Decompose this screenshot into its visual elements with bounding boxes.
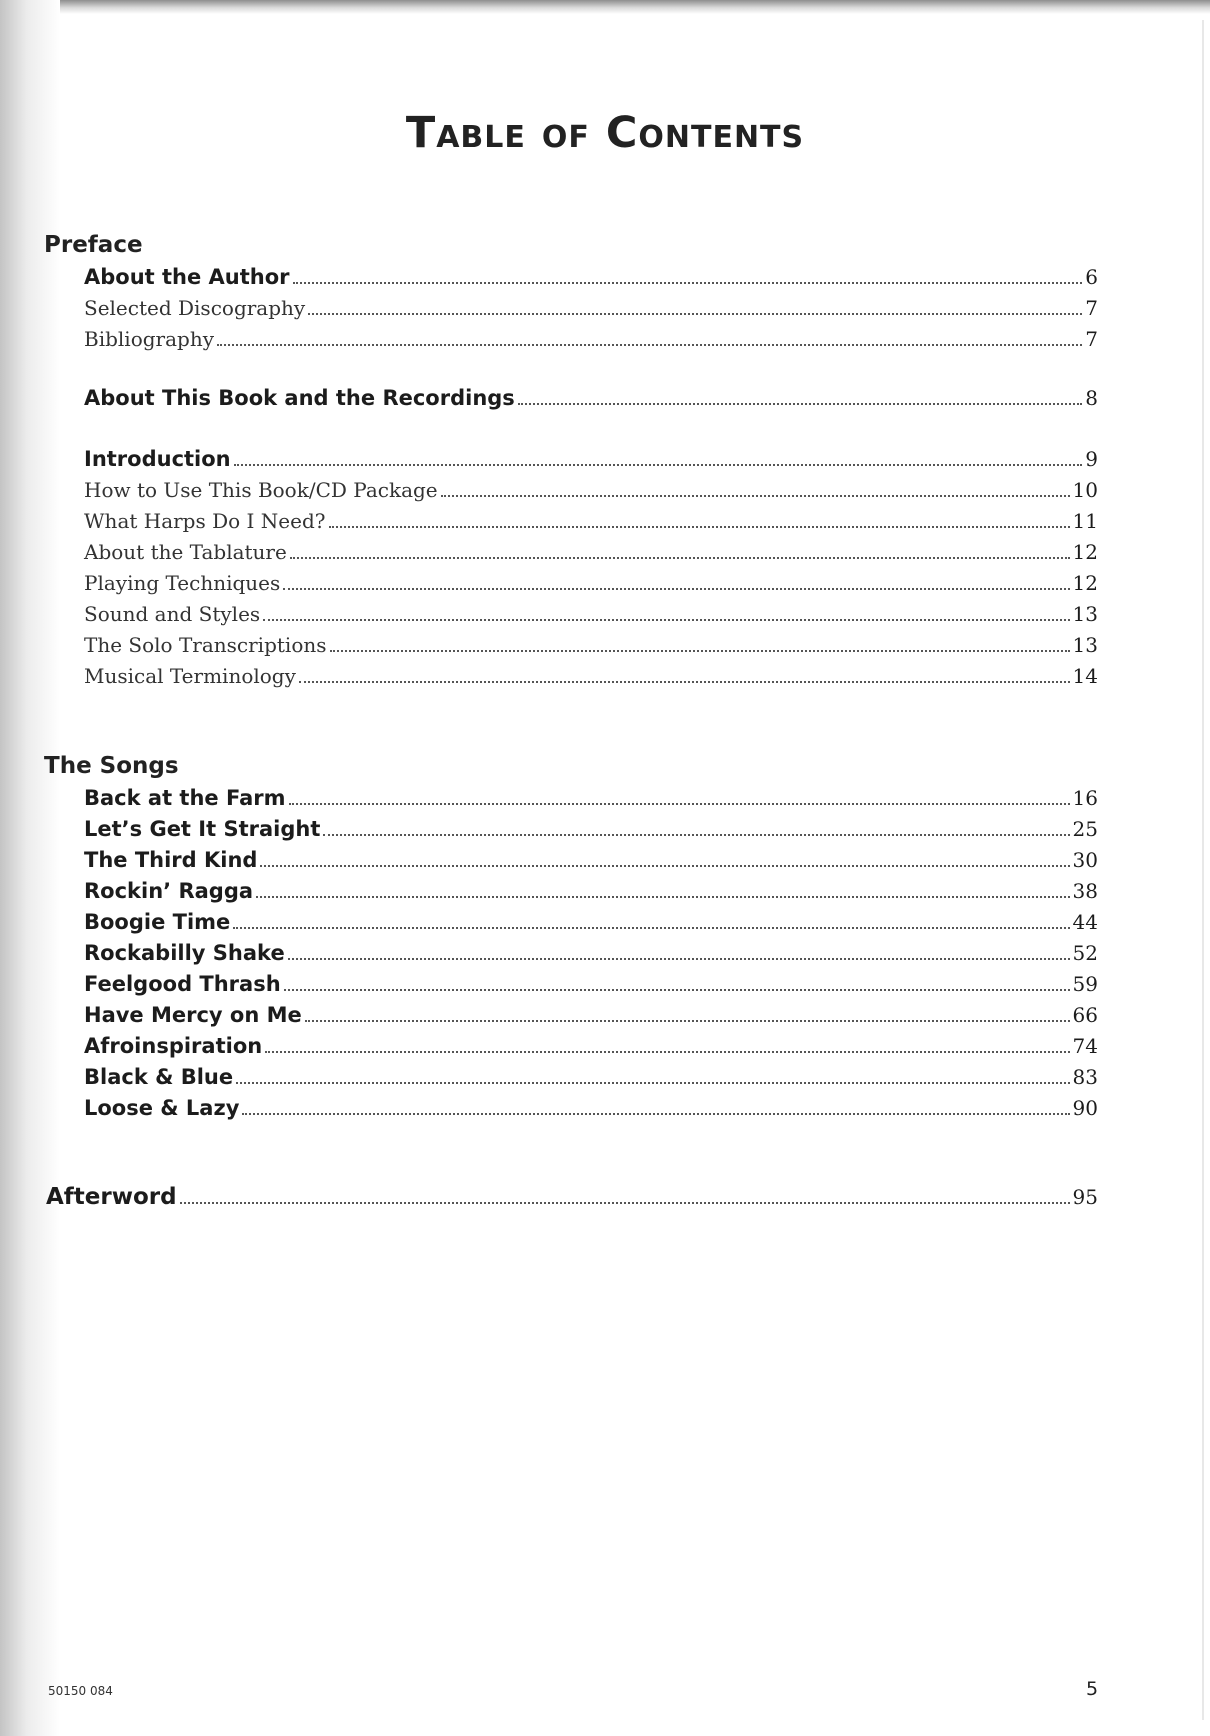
- toc-entry-label: Musical Terminology: [84, 664, 296, 688]
- dot-leader: [217, 344, 1082, 346]
- toc-entry-label: Rockabilly Shake: [84, 941, 285, 965]
- toc-entry-label: Black & Blue: [84, 1065, 234, 1089]
- toc-entry-introduction[interactable]: [84, 447, 1098, 477]
- toc-page-number: 12: [1072, 571, 1098, 595]
- section-heading-songs: The Songs: [44, 753, 179, 779]
- toc-page-number: 9: [1085, 447, 1098, 471]
- toc-entry-song[interactable]: [84, 1065, 1098, 1095]
- toc-entry-label: Introduction: [84, 447, 231, 471]
- toc-page-number: 90: [1072, 1096, 1098, 1120]
- page-title: Table of Contents: [405, 108, 805, 158]
- dot-leader: [323, 834, 1069, 836]
- toc-entry-what-harps[interactable]: [84, 509, 1098, 539]
- toc-entry-label: Playing Techniques: [84, 571, 281, 595]
- toc-page-number: 44: [1072, 910, 1098, 934]
- page-top-shadow: [0, 0, 1210, 14]
- toc-entry-label: Selected Discography: [84, 296, 306, 320]
- toc-page-number: 52: [1072, 941, 1098, 965]
- toc-page-number: 11: [1072, 509, 1098, 533]
- toc-entry-how-to-use[interactable]: [84, 478, 1098, 508]
- dot-leader: [283, 588, 1069, 590]
- toc-entry-musical-terminology[interactable]: [84, 664, 1098, 694]
- toc-page-number: 83: [1072, 1065, 1098, 1089]
- dot-leader: [518, 403, 1082, 405]
- dot-leader: [233, 927, 1069, 929]
- toc-entry-song[interactable]: [84, 941, 1098, 971]
- toc-entry-bibliography[interactable]: [84, 327, 1098, 357]
- section-heading-preface: Preface: [44, 232, 143, 258]
- toc-entry-label: Back at the Farm: [84, 786, 286, 810]
- dot-leader: [288, 958, 1070, 960]
- toc-entry-sound-and-styles[interactable]: [84, 602, 1098, 632]
- toc-entry-about-tablature[interactable]: [84, 540, 1098, 570]
- toc-entry-label: About the Author: [84, 265, 290, 289]
- toc-page-number: 13: [1072, 602, 1098, 626]
- toc-page-number: 7: [1085, 296, 1098, 320]
- toc-page-number: 7: [1085, 327, 1098, 351]
- toc-entry-label: Have Mercy on Me: [84, 1003, 302, 1027]
- dot-leader: [305, 1020, 1070, 1022]
- toc-entry-song[interactable]: [84, 879, 1098, 909]
- toc-entry-label: Afterword: [46, 1184, 177, 1210]
- toc-entry-playing-techniques[interactable]: [84, 571, 1098, 601]
- toc-page-number: 74: [1072, 1034, 1098, 1058]
- toc-entry-afterword[interactable]: [46, 1184, 1098, 1214]
- toc-page-number: 95: [1072, 1185, 1098, 1209]
- toc-page-number: 10: [1072, 478, 1098, 502]
- toc-entry-song[interactable]: [84, 1096, 1098, 1126]
- dot-leader: [180, 1202, 1070, 1204]
- toc-entry-label: About This Book and the Recordings: [84, 386, 515, 410]
- toc-page-number: 6: [1085, 265, 1098, 289]
- toc-page-number: 13: [1072, 633, 1098, 657]
- dot-leader: [263, 619, 1069, 621]
- page-binding-shadow: [0, 0, 60, 1736]
- dot-leader: [330, 650, 1070, 652]
- catalog-number: 50150 084: [48, 1684, 113, 1698]
- toc-page-number: 25: [1072, 817, 1098, 841]
- toc-entry-label: How to Use This Book/CD Package: [84, 478, 438, 502]
- dot-leader: [289, 803, 1070, 805]
- toc-entry-label: The Third Kind: [84, 848, 258, 872]
- toc-entry-label: Feelgood Thrash: [84, 972, 281, 996]
- toc-entry-label: What Harps Do I Need?: [84, 509, 326, 533]
- toc-entry-selected-discography[interactable]: [84, 296, 1098, 326]
- toc-entry-about-this-book[interactable]: [84, 386, 1098, 416]
- dot-leader: [299, 681, 1070, 683]
- toc-page-number: 16: [1072, 786, 1098, 810]
- toc-entry-solo-transcriptions[interactable]: [84, 633, 1098, 663]
- toc-entry-label: Afroinspiration: [84, 1034, 263, 1058]
- dot-leader: [260, 865, 1069, 867]
- toc-entry-song[interactable]: [84, 1003, 1098, 1033]
- toc-entry-song[interactable]: [84, 910, 1098, 940]
- toc-entry-label: Rockin’ Ragga: [84, 879, 254, 903]
- toc-entry-label: Let’s Get It Straight: [84, 817, 321, 841]
- toc-page-number: 38: [1072, 879, 1098, 903]
- dot-leader: [265, 1051, 1069, 1053]
- page-right-edge: [1202, 20, 1204, 1720]
- toc-page-number: 66: [1072, 1003, 1098, 1027]
- page-number: 5: [1086, 1678, 1099, 1700]
- dot-leader: [293, 282, 1083, 284]
- toc-page-number: 14: [1072, 664, 1098, 688]
- toc-entry-label: Sound and Styles: [84, 602, 261, 626]
- dot-leader: [441, 495, 1070, 497]
- toc-entry-song[interactable]: [84, 972, 1098, 1002]
- toc-entry-song[interactable]: [84, 786, 1098, 816]
- toc-entry-label: Boogie Time: [84, 910, 231, 934]
- toc-entry-label: Bibliography: [84, 327, 214, 351]
- toc-page-number: 12: [1072, 540, 1098, 564]
- dot-leader: [234, 464, 1083, 466]
- toc-entry-song[interactable]: [84, 1034, 1098, 1064]
- toc-entry-about-author[interactable]: [84, 265, 1098, 295]
- dot-leader: [242, 1113, 1069, 1115]
- dot-leader: [329, 526, 1070, 528]
- toc-page-number: 8: [1085, 386, 1098, 410]
- dot-leader: [308, 313, 1082, 315]
- dot-leader: [284, 989, 1070, 991]
- toc-page-number: 59: [1072, 972, 1098, 996]
- toc-entry-label: About the Tablature: [84, 540, 287, 564]
- dot-leader: [236, 1082, 1069, 1084]
- toc-entry-label: The Solo Transcriptions: [84, 633, 327, 657]
- toc-entry-song[interactable]: [84, 848, 1098, 878]
- toc-page-number: 30: [1072, 848, 1098, 872]
- toc-entry-label: Loose & Lazy: [84, 1096, 240, 1120]
- dot-leader: [256, 896, 1070, 898]
- dot-leader: [290, 557, 1070, 559]
- toc-entry-song[interactable]: [84, 817, 1098, 847]
